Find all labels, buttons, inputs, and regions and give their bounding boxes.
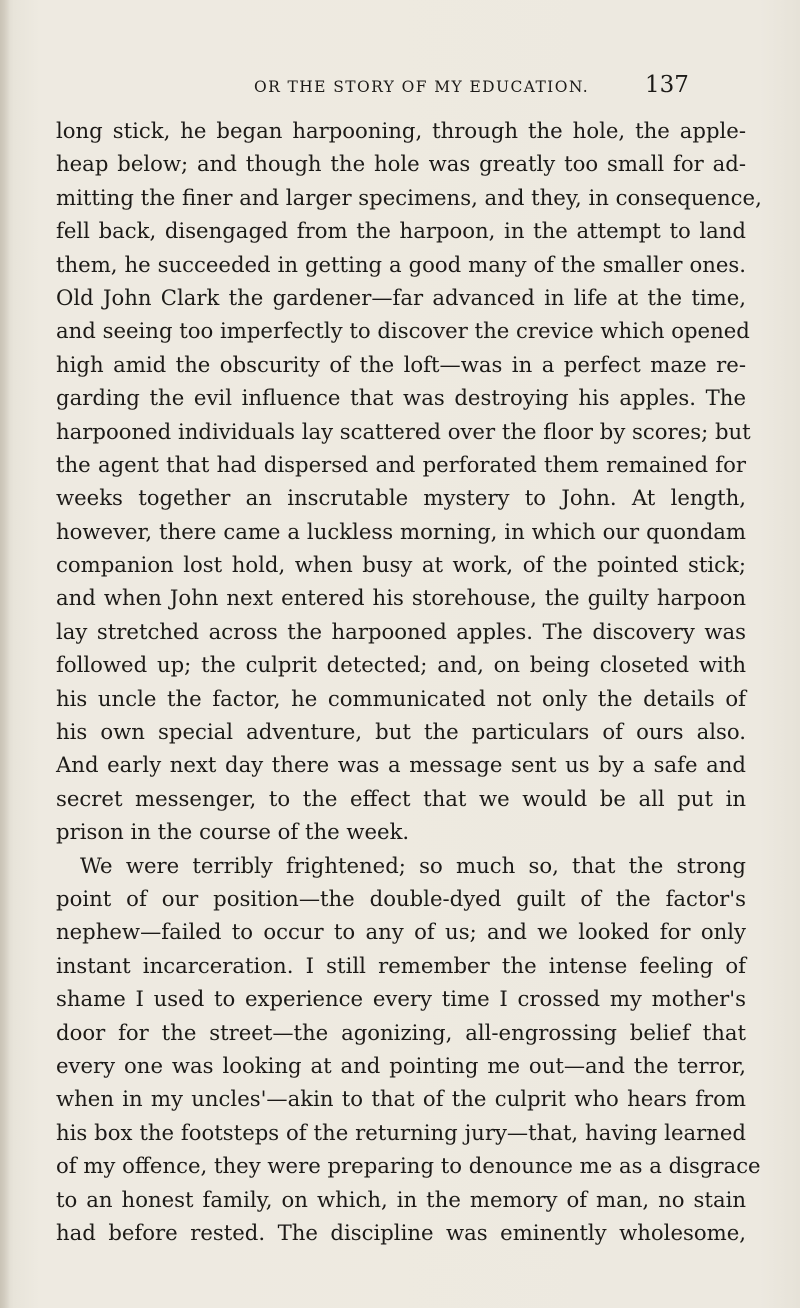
text-line: lay stretched across the harpooned apples. The discovery was xyxy=(56,618,746,644)
text-line: instant incarceration. I still remember the intense feeling of xyxy=(56,952,746,978)
text-line: secret messenger, to the effect that we would be all put in xyxy=(56,785,746,811)
text-line: heap below; and though the hole was greatly too small for ad- xyxy=(56,151,746,177)
text-line: his own special adventure, but the particulars of ours also. xyxy=(56,719,746,745)
paragraph-end-line: prison in the course of the week. xyxy=(56,819,410,845)
page-number: 137 xyxy=(645,72,689,98)
spine-shadow xyxy=(0,0,10,1308)
text-line: Old John Clark the gardener—far advanced in life at the time, xyxy=(56,284,746,310)
text-line: however, there came a luckless morning, in which our quondam xyxy=(56,518,746,544)
text-line: garding the evil influence that was destroying his apples. The xyxy=(56,385,746,411)
text-line: shame I used to experience every time I crossed my mother's xyxy=(56,986,746,1012)
text-line: And early next day there was a message sent us by a safe and xyxy=(56,752,746,778)
text-line: long stick, he began harpooning, through the hole, the apple- xyxy=(56,118,746,143)
text-line: weeks together an inscrutable mystery to John. At length, xyxy=(56,485,746,511)
text-line: and when John next entered his storehouse, the guilty harpoon xyxy=(56,585,746,611)
text-line: followed up; the culprit detected; and, on being closeted with xyxy=(56,652,746,678)
body-text xyxy=(56,114,762,1249)
paragraph-start-line: We were terribly frightened; so much so, that the strong xyxy=(80,852,746,878)
text-line: mitting the finer and larger specimens, and they, in consequence, xyxy=(56,184,762,210)
text-line: had before rested. The discipline was eminently wholesome, xyxy=(56,1219,746,1245)
text-line: the agent that had dispersed and perforated them remained for xyxy=(56,451,746,477)
text-line: companion lost hold, when busy at work, of the pointed stick; xyxy=(56,552,746,578)
text-line: point of our position—the double-dyed guilt of the factor's xyxy=(56,885,746,911)
page-header xyxy=(0,72,800,102)
text-line: of my offence, they were preparing to denounce me as a disgrace xyxy=(56,1153,761,1179)
text-line: his uncle the factor, he communicated not only the details of xyxy=(56,685,746,711)
text-line: harpooned individuals lay scattered over the floor by scores; but xyxy=(56,418,751,444)
text-line: and seeing too imperfectly to discover the crevice which opened xyxy=(56,318,750,344)
text-line: to an honest family, on which, in the memory of man, no stain xyxy=(56,1186,746,1212)
text-line: nephew—failed to occur to any of us; and we looked for only xyxy=(56,919,746,945)
text-line: high amid the obscurity of the loft—was in a perfect maze re- xyxy=(56,351,746,377)
text-line: fell back, disengaged from the harpoon, in the attempt to land xyxy=(56,218,746,244)
text-line: his box the footsteps of the returning jury—that, having learned xyxy=(56,1119,746,1145)
text-line: every one was looking at and pointing me out—and the terror, xyxy=(56,1052,746,1078)
text-line: when in my uncles'—akin to that of the culprit who hears from xyxy=(56,1086,746,1112)
text-line: door for the street—the agonizing, all-engrossing belief that xyxy=(56,1019,746,1045)
running-head: OR THE STORY OF MY EDUCATION. xyxy=(254,78,590,96)
text-line: them, he succeeded in getting a good many of the smaller ones. xyxy=(56,251,746,277)
